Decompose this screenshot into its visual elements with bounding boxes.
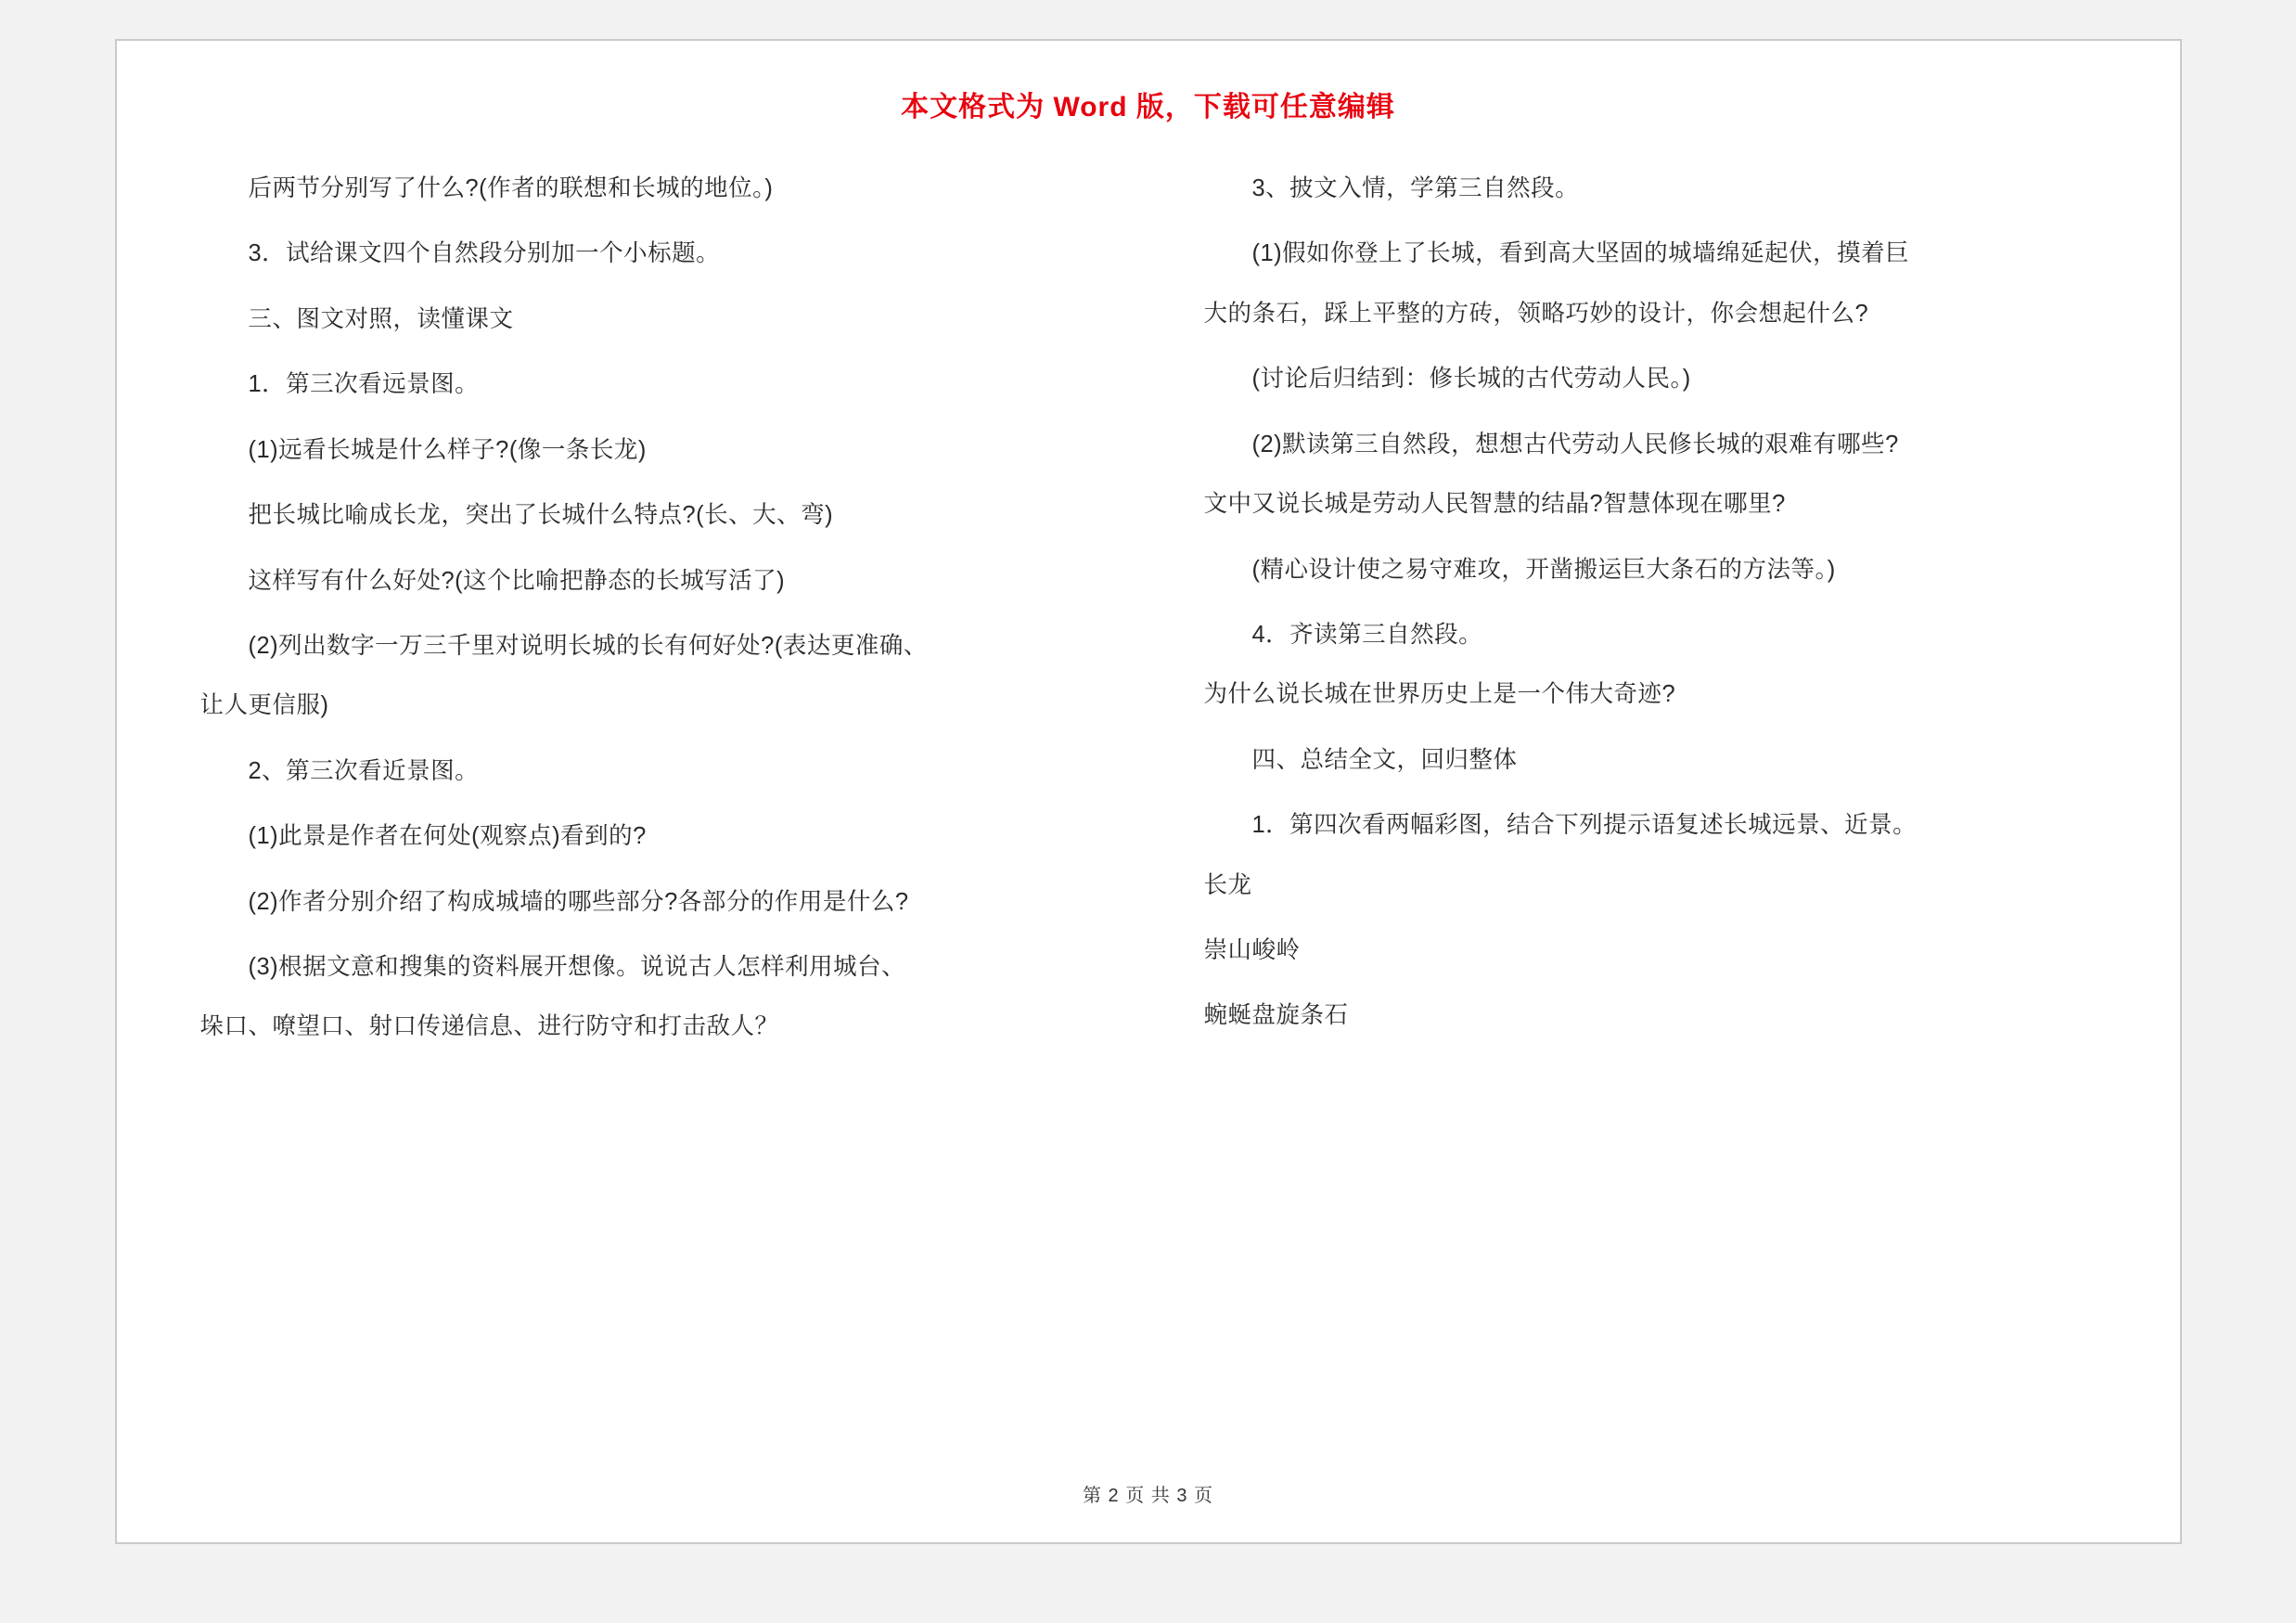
paragraph: 这样写有什么好处?(这个比喻把静态的长城写活了) <box>248 567 786 594</box>
paragraph: 1．第四次看两幅彩图，结合下列提示语复述长城远景、近景。 <box>1251 812 1918 839</box>
right-column <box>1148 173 2124 1076</box>
paragraph: 4．齐读第三自然段。 <box>1251 621 1483 648</box>
paragraph: 2、第三次看近景图。 <box>248 757 480 784</box>
paragraph: 崇山峻岭 <box>1203 937 1301 964</box>
paragraph: (1)远看长城是什么样子?(像一条长龙) <box>248 436 647 463</box>
document-page <box>115 39 2182 1544</box>
paragraph: 四、总结全文，回归整体 <box>1251 746 1518 773</box>
paragraph: (2)作者分别介绍了构成城墙的哪些部分?各部分的作用是什么? <box>248 888 909 915</box>
paragraph: 后两节分别写了什么?(作者的联想和长城的地位。) <box>248 175 774 201</box>
paragraph: 垛口、嘹望口、射口传递信息、进行防守和打击敌人？ <box>199 1013 779 1040</box>
paragraph: (2)默读第三自然段，想想古代劳动人民修长城的艰难有哪些? <box>1251 431 1899 457</box>
paragraph: 3、披文入情，学第三自然段。 <box>1251 175 1580 201</box>
paragraph: (讨论后归结到：修长城的古代劳动人民。) <box>1251 366 1691 393</box>
paragraph: 三、图文对照，读懂课文 <box>248 305 514 332</box>
paragraph: 3．试给课文四个自然段分别加一个小标题。 <box>248 240 721 267</box>
paragraph: 文中又说长城是劳动人民智慧的结晶?智慧体现在哪里? <box>1203 491 1786 518</box>
page-number-footer: 第 2 页 共 3 页 <box>1082 1486 1214 1506</box>
paragraph: (1)此景是作者在何处(观察点)看到的? <box>248 823 647 850</box>
paragraph: (3)根据文意和搜集的资料展开想像。说说古人怎样利用城台、 <box>248 954 906 981</box>
paragraph: 蜿蜒盘旋条石 <box>1203 1002 1349 1029</box>
paragraph: 为什么说长城在世界历史上是一个伟大奇迹? <box>1203 681 1676 708</box>
paragraph: 大的条石，踩上平整的方砖，领略巧妙的设计，你会想起什么? <box>1203 300 1869 327</box>
paragraph: (1)假如你登上了长城，看到高大坚固的城墙绵延起伏，摸着巨 <box>1251 240 1910 267</box>
left-column <box>173 173 1148 1076</box>
paragraph: 让人更信服) <box>199 692 329 719</box>
word-version-banner: 本文格式为 Word 版，下载可任意编辑 <box>901 92 1395 122</box>
document-columns <box>117 132 2180 1076</box>
paragraph: (精心设计使之易守难攻，开凿搬运巨大条石的方法等。) <box>1251 556 1836 583</box>
paragraph: 把长城比喻成长龙，突出了长城什么特点?(长、大、弯) <box>248 502 834 529</box>
paragraph: (2)列出数字一万三千里对说明长城的长有何好处?(表达更准确、 <box>248 632 928 659</box>
paragraph: 长龙 <box>1203 871 1252 898</box>
paragraph: 1．第三次看远景图。 <box>248 371 480 398</box>
